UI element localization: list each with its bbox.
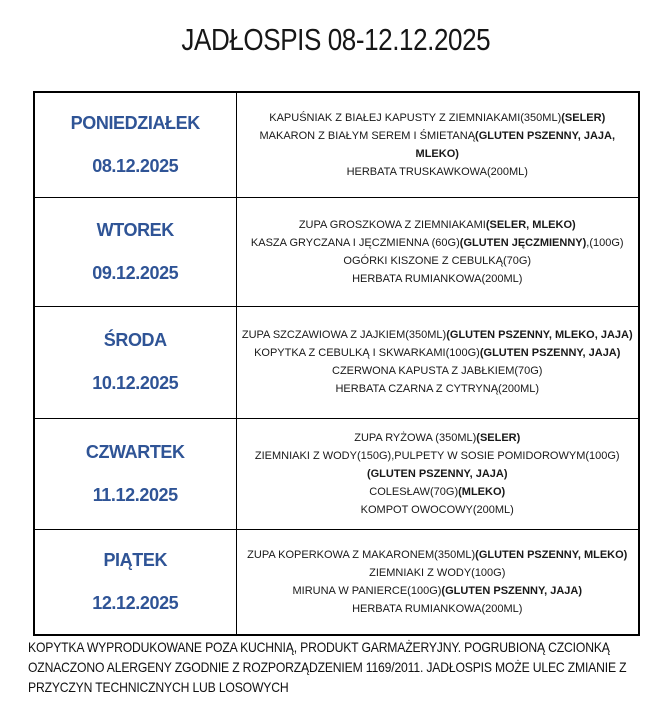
- menu-item: MIRUNA W PANIERCE(100G)(GLUTEN PSZENNY, JAJA): [292, 584, 582, 597]
- menu-item: MAKARON Z BIAŁYM SEREM I ŚMIETANĄ(GLUTEN PSZENNY, JAJA, MLEKO): [259, 129, 616, 160]
- menu-cell: [236, 92, 639, 197]
- menu-cell: [236, 529, 639, 635]
- day-label: ŚRODA: [103, 330, 167, 350]
- day-cell-inner: [35, 330, 236, 394]
- menu-table: [33, 91, 640, 636]
- day-label: CZWARTEK: [85, 441, 185, 462]
- footer-note: KOPYTKA WYPRODUKOWANE POZA KUCHNIĄ, PRODUKT GARMAŻERYJNY. POGRUBIONĄ CZCIONKĄ OZNACZONO ALERGENY ZGODNIE Z ROZPORZĄDZENIEM 1169/2011. JADŁOSPIS MOŻE ULEC ZMIANIE Z PRZYCZYN TECHNICZNYCH LUB LOSOWYCH: [28, 639, 627, 695]
- day-label: WTOREK: [96, 219, 174, 240]
- menu-item: ZIEMNIAKI Z WODY(150G),PULPETY W SOSIE POMIDOROWYM(100G)(GLUTEN PSZENNY, JAJA): [254, 449, 620, 480]
- day-cell-inner: [35, 442, 236, 506]
- day-cell-inner: [35, 113, 236, 177]
- day-cell: [34, 529, 236, 635]
- table-row: [34, 92, 639, 197]
- table-row: [34, 418, 639, 529]
- menu-cell: [236, 197, 639, 306]
- day-cell: [34, 92, 236, 197]
- menu-item: HERBATA RUMIANKOWA(200ML): [352, 602, 523, 615]
- menu-item: KASZA GRYCZANA I JĘCZMIENNA (60G)(GLUTEN JĘCZMIENNY),(100G): [250, 236, 624, 249]
- day-label: PONIEDZIAŁEK: [70, 112, 200, 133]
- day-cell-inner: [35, 550, 236, 614]
- menu-item: ZIEMNIAKI Z WODY(100G): [369, 566, 506, 579]
- menu-item: COLESŁAW(70G)(MLEKO): [369, 485, 506, 498]
- menu-item: KAPUŚNIAK Z BIAŁEJ KAPUSTY Z ZIEMNIAKAMI(350ML)(SELER): [269, 111, 606, 124]
- day-cell: [34, 306, 236, 418]
- menu-table-body: [34, 92, 639, 635]
- menu-item: OGÓRKI KISZONE Z CEBULKĄ(70G): [343, 254, 532, 267]
- day-cell: [34, 418, 236, 529]
- table-row: [34, 529, 639, 635]
- menu-item: ZUPA KOPERKOWA Z MAKARONEM(350ML)(GLUTEN PSZENNY, MLEKO): [247, 548, 628, 561]
- menu-item: ZUPA SZCZAWIOWA Z JAJKIEM(350ML)(GLUTEN PSZENNY, MLEKO, JAJA): [241, 329, 633, 341]
- date-label: 10.12.2025: [92, 373, 179, 393]
- menu-item: ZUPA GROSZKOWA Z ZIEMNIAKAMI(SELER, MLEKO): [298, 218, 576, 231]
- day-cell: [34, 197, 236, 306]
- menu-item: ZUPA RYŻOWA (350ML)(SELER): [354, 431, 521, 444]
- date-label: 09.12.2025: [92, 262, 179, 283]
- day-cell-inner: [35, 220, 236, 284]
- menu-item: CZERWONA KAPUSTA Z JABŁKIEM(70G): [332, 365, 543, 377]
- menu-item: KOPYTKA Z CEBULKĄ I SKWARKAMI(100G)(GLUTEN PSZENNY, JAJA): [254, 347, 621, 359]
- menu-item: KOMPOT OWOCOWY(200ML): [360, 503, 514, 516]
- day-label: PIĄTEK: [103, 549, 168, 570]
- menu-item: HERBATA TRUSKAWKOWA(200ML): [346, 165, 528, 178]
- date-label: 11.12.2025: [92, 484, 178, 505]
- table-row: [34, 306, 639, 418]
- page-title: [0, 22, 672, 58]
- page-title-text: JADŁOSPIS 08-12.12.2025: [181, 22, 491, 57]
- menu-cell: [236, 306, 639, 418]
- table-row: [34, 197, 639, 306]
- date-label: 12.12.2025: [92, 592, 179, 613]
- date-label: 08.12.2025: [92, 155, 179, 176]
- menu-item: HERBATA CZARNA Z CYTRYNĄ(200ML): [335, 383, 540, 395]
- menu-item: HERBATA RUMIANKOWA(200ML): [352, 272, 523, 285]
- menu-cell: [236, 418, 639, 529]
